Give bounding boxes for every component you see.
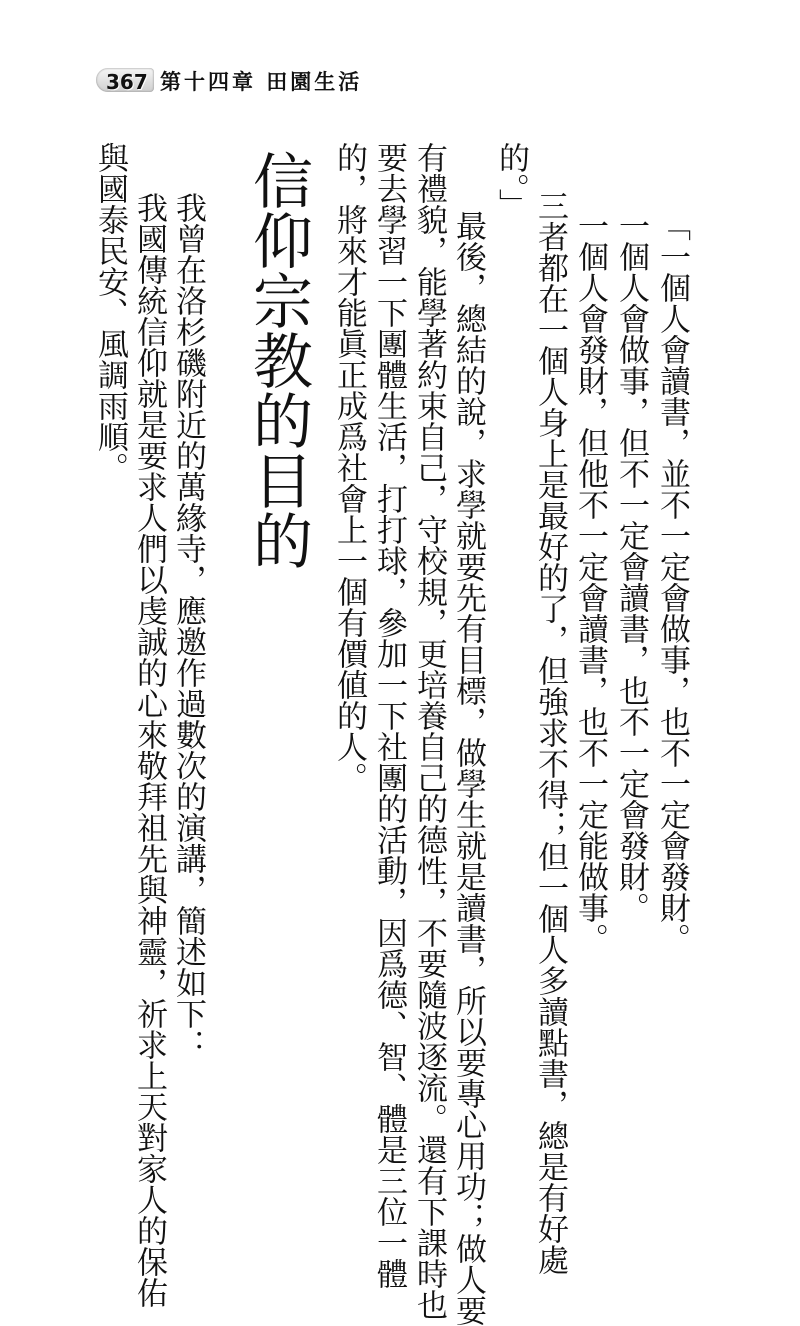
chapter-title: 第十四章 田園生活: [160, 69, 363, 94]
text-column: 一個人會發財，但他不一定會讀書，也不一定能做事。: [572, 210, 608, 954]
text-column: 一個人會做事，但不一定會讀書，也不一定會發財。: [613, 210, 649, 923]
text-column: 要去學習一下團體生活，打打球，參加一下社團的活動，因爲德、智、體是三位一體: [371, 142, 407, 1289]
text-column: 我曾在洛杉磯附近的萬緣寺，應邀作過數次的演講，簡述如下：: [170, 192, 206, 1060]
text-column: 我國傳統信仰就是要求人們以虔誠的心來敬拜祖先與神靈，祈求上天對家人的保佑: [131, 192, 167, 1308]
page-number: 367: [106, 70, 148, 94]
text-column: 的。」: [493, 142, 529, 220]
page-number-badge: [96, 68, 154, 92]
text-column: 「一個人會讀書，並不一定會做事，也不一定會發財。: [654, 210, 690, 954]
text-column: 有禮貌，能學著約束自己，守校規，更培養自己的德性，不要隨波逐流。還有下課時也: [411, 142, 447, 1320]
text-column: 的，將來才能眞正成爲社會上一個有價値的人。: [331, 142, 367, 793]
text-column: 三者都在一個人身上是最好的了，但強求不得；但一個人多讀點書，總是有好處: [532, 190, 568, 1275]
section-heading: 信仰宗教的目的: [243, 150, 313, 570]
page-header: [96, 62, 416, 96]
text-column: 與國泰民安、風調雨順。: [92, 142, 128, 483]
text-column: 最後，總結的說，求學就要先有目標，做學生就是讀書，所以要專心用功；做人要: [450, 210, 486, 1326]
